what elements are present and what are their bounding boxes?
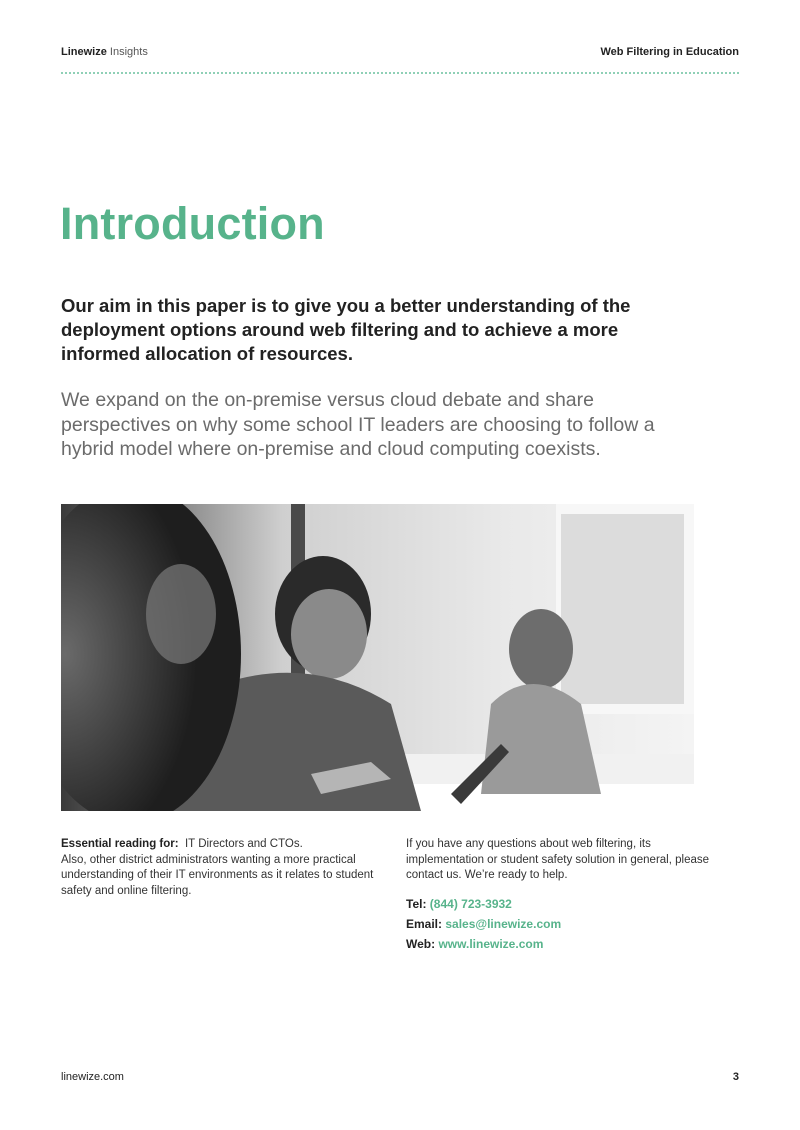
web-row [406,934,726,954]
footer-site: linewize.com [61,1071,124,1083]
tel-label: Tel: [406,897,427,912]
page-number: 3 [732,1071,739,1083]
web-link[interactable]: www.linewize.com [438,937,544,952]
brand-name: Linewize [61,46,107,58]
essential-line1: IT Directors and CTOs. [184,838,303,850]
email-row [406,914,726,934]
lead-paragraph: Our aim in this paper is to give you a better understanding of the deployment options around web filtering and to achieve a more informed allocation of resources. [61,295,631,364]
essential-text: Also, other district administrators wanting a more practical understanding of their IT environments as it relates to student safety and online filtering. [61,853,374,898]
tel-row [406,894,726,914]
essential-reading [61,837,381,900]
contact-intro: If you have any questions about web filtering, its implementation or student safety solution in general, please contact us. We’re ready to help. [406,838,710,882]
essential-label: Essential reading for: [61,838,179,850]
brand [61,46,148,58]
email-label: Email: [406,917,443,932]
header-divider [61,72,739,74]
classroom-photo [61,504,694,811]
web-label: Web: [406,937,436,952]
email-link[interactable]: sales@linewize.com [445,917,562,932]
section-title: Web Filtering in Education [600,46,739,58]
page-title: Introduction [60,198,325,249]
intro-paragraph: We expand on the on-premise versus cloud debate and share perspectives on why some school IT leaders are choosing to follow a hybrid model where on-premise and cloud computing coexists. [61,389,655,460]
contact-details [406,894,726,954]
contact-block [406,837,726,954]
tel-link[interactable]: (844) 723-3932 [429,897,512,912]
brand-sub: Insights [109,46,148,58]
page-header [61,44,739,64]
